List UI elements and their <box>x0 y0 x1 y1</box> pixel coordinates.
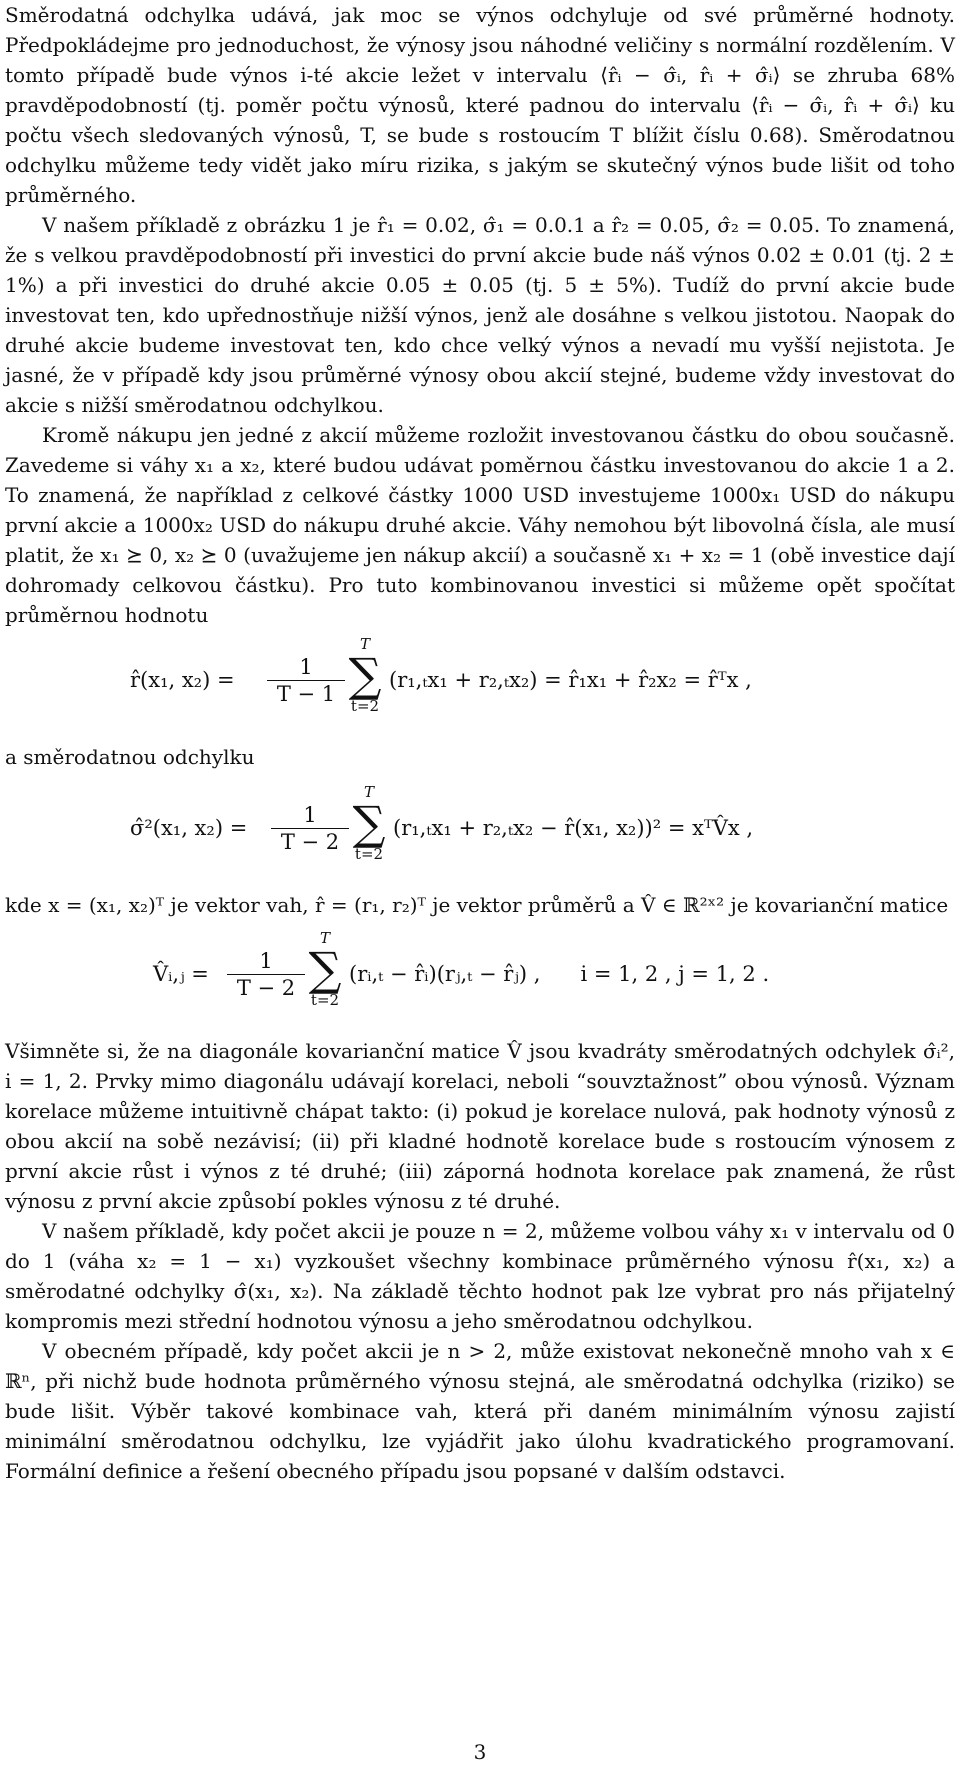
summation-symbol: ∑ <box>348 648 382 702</box>
fraction-denominator: T − 2 <box>236 976 296 1000</box>
paragraph-1: Směrodatná odchylka udává, jak moc se výnos odchyluje od své průměrné hodnoty. Předpokládejme pro jednoduchost, že výnosy jsou náhodné veličiny s normální rozdělením. V tomto případě bude výnos i-té akcie ležet v intervalu ⟨r̂ᵢ − σ̂ᵢ, r̂ᵢ + σ̂ᵢ⟩ se zhruba 68% pravděpodobností (tj. poměr počtu výnosů, které padnou do intervalu ⟨r̂ᵢ − σ̂ᵢ, r̂ᵢ + σ̂ᵢ⟩ ku počtu všech sledovaných výnosů, T, se bude s rostoucím T blížit číslu 0.68). Směrodatnou odchylku můžeme tedy vidět jako míru rizika, s jakým se skutečný výnos bude lišit od toho průměrného. <box>5 3 955 207</box>
paragraph-2: V našem příkladě z obrázku 1 je r̂₁ = 0.02, σ̂₁ = 0.0.1 a r̂₂ = 0.05, σ̂₂ = 0.05. To znamená, že s velkou pravděpodobností při investici do první akcie bude náš výnos 0.02 ± 0.01 (tj. 2 ± 1%) a při investici do druhé akcie 0.05 ± 0.05 (tj. 5 ± 5%). Tudíž do první akcie bude investovat ten, kdo upřednostňuje nižší výnos, jenž ale dosáhne s velkou jistotou. Naopak do druhé akcie budeme investovat ten, kdo chce velký výnos a nevadí mu vyšší nejistota. Je jasné, že v případě kdy jsou průměrné výnosy obou akcií stejné, budeme vždy investovat do akcie s nižší směrodatnou odchylkou. <box>5 213 955 417</box>
equation-2-fraction <box>271 802 349 855</box>
fraction-denominator: T − 2 <box>280 830 340 854</box>
equation-1-lhs: r̂(x₁, x₂) = <box>130 668 235 692</box>
equation-2-rhs: (r₁,ₜx₁ + r₂,ₜx₂ − r̂(x₁, x₂))² = xᵀV̂x , <box>393 816 754 840</box>
paragraph-5: Všimněte si, že na diagonále kovarianční matice V̂ jsou kvadráty směrodatných odchylek σ̂ᵢ², i = 1, 2. Prvky mimo diagonálu udávají korelaci, neboli “souvztažnost” obou výnosů. Význam korelace můžeme intuitivně chápat takto: (i) pokud je korelace nulová, pak hodnoty výnosů z obou akcií na sobě nezávisí; (ii) při kladné hodnotě korelace bude s rostoucím výnosem z první akcie růst i výnos z té druhé; (iii) záporná hodnota korelace pak znamená, že růst výnosu z první akcie způsobí pokles výnosu z té druhé. <box>5 1039 955 1213</box>
summation-lower: t=2 <box>354 845 384 863</box>
equation-std-deviation <box>5 782 955 882</box>
summation-symbol: ∑ <box>352 796 386 850</box>
page-number: 3 <box>473 1740 487 1764</box>
fraction-numerator: 1 <box>303 803 317 827</box>
fraction-numerator: 1 <box>259 949 273 973</box>
paragraph-3: Kromě nákupu jen jedné z akcií můžeme rozložit investovanou částku do obou současně. Zavedeme si váhy x₁ a x₂, které budou udávat poměrnou částku investovanou do akcie 1 a 2. To znamená, že například z celkové částky 1000 USD investujeme 1000x₁ USD do nákupu první akcie a 1000x₂ USD do nákupu druhé akcie. Váhy nemohou být libovolná čísla, ale musí platit, že x₁ ⪰ 0, x₂ ⪰ 0 (uvažujeme jen nákup akcií) a současně x₁ + x₂ = 1 (obě investice dají dohromady celkovou částku). Pro tuto kombinovanou investici si můžeme opět spočítat průměrnou hodnotu <box>5 423 955 627</box>
summation-2 <box>349 784 389 862</box>
paragraph-7: V obecném případě, kdy počet akcii je n > 2, může existovat nekonečně mnoho vah x ∈ ℝⁿ, při nichž bude hodnota průměrného výnosu stejná, ale směrodatná odchylka (riziko) se bude lišit. Výběr takové kombinace vah, která při daném minimálním výnosu zajistí minimální směrodatnou odchylku, lze vyjádřit jako úlohu kvadratického programovaní. Formální definice a řešení obecného případu jsou popsané v dalším odstavci. <box>5 1339 955 1483</box>
equation-mean-return <box>5 634 955 734</box>
summation-upper: T <box>359 635 370 653</box>
summation-upper: T <box>363 783 374 801</box>
paragraph-4: kde x = (x₁, x₂)ᵀ je vektor vah, r̂ = (r₁, r₂)ᵀ je vektor průměrů a V̂ ∈ ℝ²ˣ² je kovarianční matice <box>5 893 949 917</box>
equation-2-lhs: σ̂²(x₁, x₂) = <box>130 816 248 840</box>
equation-3-lhs: V̂ᵢ,ⱼ = <box>153 962 209 986</box>
equation-1-rhs: (r₁,ₜx₁ + r₂,ₜx₂) = r̂₁x₁ + r̂₂x₂ = r̂ᵀx , <box>389 668 752 692</box>
summation-lower: t=2 <box>310 991 340 1009</box>
summation-3 <box>305 930 345 1008</box>
summation-lower: t=2 <box>350 697 380 715</box>
equation-1-fraction <box>267 654 345 707</box>
equation-3-rhs: (rᵢ,ₜ − r̂ᵢ)(rⱼ,ₜ − r̂ⱼ) , i = 1, 2 , j = 1, 2 . <box>349 962 770 986</box>
fraction-denominator: T − 1 <box>276 682 336 706</box>
summation-symbol: ∑ <box>308 942 342 996</box>
summation-1 <box>345 636 385 714</box>
paragraph-between-equations: a směrodatnou odchylku <box>5 745 255 769</box>
equation-covariance <box>5 928 955 1028</box>
paragraph-6: V našem příkladě, kdy počet akcii je pouze n = 2, můžeme volbou váhy x₁ v intervalu od 0 do 1 (váha x₂ = 1 − x₁) vyzkoušet všechny kombinace průměrného výnosu r̂(x₁, x₂) a směrodatné odchylky σ̂(x₁, x₂). Na základě těchto hodnot pak lze vybrat pro nás přijatelný kompromis mezi střední hodnotou výnosu a jeho směrodatnou odchylkou. <box>5 1219 955 1333</box>
summation-upper: T <box>319 929 330 947</box>
equation-3-fraction <box>227 948 305 1001</box>
fraction-numerator: 1 <box>299 655 313 679</box>
